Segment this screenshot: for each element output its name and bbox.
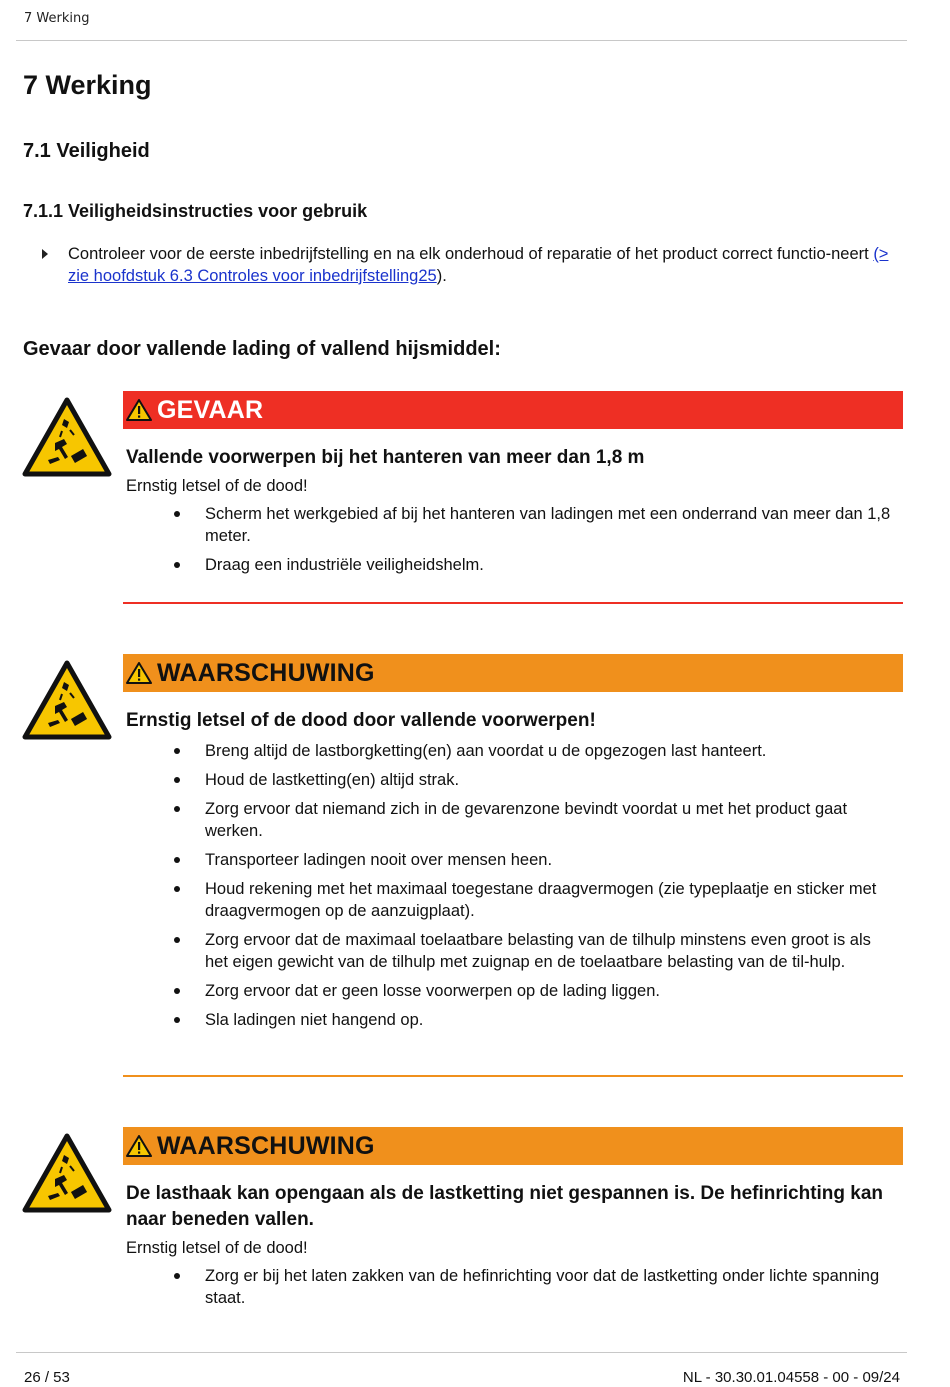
warning-notice bbox=[22, 1127, 903, 1327]
falling-objects-warning-icon bbox=[22, 397, 112, 477]
instruction-text-end: ). bbox=[436, 267, 447, 285]
falling-objects-warning-icon bbox=[22, 660, 112, 740]
notice-body bbox=[126, 708, 896, 1038]
falling-objects-warning-icon bbox=[22, 1133, 112, 1213]
document-id: NL - 30.30.01.04558 - 00 - 09/24 bbox=[682, 1369, 900, 1386]
notice-end-line bbox=[123, 602, 903, 604]
instruction-text bbox=[68, 243, 903, 287]
measure-item: Zorg ervoor dat de maximaal toelaatbare belasting van de tilhulp minstens even groot is als het eigen gewicht van de tilhulp met zuignap en de toelaatbare belasting van de til-hulp. bbox=[126, 929, 896, 973]
notice-body bbox=[126, 445, 896, 583]
warning-signal-bar bbox=[123, 654, 903, 692]
hazard-subject: De lasthaak kan opengaan als de lastketting niet gespannen is. De hefinrichting kan naar beneden vallen. bbox=[126, 1183, 884, 1230]
header-divider bbox=[16, 40, 907, 41]
triangle-right-icon bbox=[42, 249, 48, 259]
instruction-step bbox=[23, 243, 903, 287]
running-header: 7 Werking bbox=[24, 11, 90, 26]
hazard-heading: Gevaar door vallende lading of vallend hijsmiddel: bbox=[23, 338, 501, 360]
hazard-subject: Ernstig letsel of de dood door vallende voorwerpen! bbox=[126, 710, 596, 731]
chapter-reference-link[interactable]: (> zie hoofdstuk 6.3 Controles voor inbedrijfstelling25 bbox=[68, 245, 889, 285]
measure-item: Scherm het werkgebied af bij het hanteren van ladingen met een onderrand van meer dan 1,8 meter. bbox=[126, 503, 896, 547]
measure-item: Zorg er bij het laten zakken van de hefinrichting voor dat de lastketting onder lichte spanning staat. bbox=[126, 1265, 896, 1309]
danger-signal-bar bbox=[123, 391, 903, 429]
signal-word: WAARSCHUWING bbox=[157, 1131, 375, 1160]
warning-triangle-icon bbox=[126, 661, 152, 685]
danger-notice bbox=[22, 391, 903, 606]
measure-item: Sla ladingen niet hangend op. bbox=[126, 1009, 896, 1031]
section-heading: 7.1 Veiligheid bbox=[23, 140, 150, 162]
warning-signal-bar bbox=[123, 1127, 903, 1165]
measures-list bbox=[126, 503, 896, 576]
chapter-heading: 7 Werking bbox=[23, 70, 152, 100]
measures-list bbox=[126, 740, 896, 1031]
measure-item: Transporteer ladingen nooit over mensen heen. bbox=[126, 849, 896, 871]
measure-item: Houd rekening met het maximaal toegestane draagvermogen (zie typeplaatje en sticker met draagvermogen op de aanzuigplaat). bbox=[126, 878, 896, 922]
measures-list bbox=[126, 1265, 896, 1309]
footer-divider bbox=[16, 1352, 907, 1353]
warning-triangle-icon bbox=[126, 1134, 152, 1158]
hazard-consequence: Ernstig letsel of de dood! bbox=[126, 477, 308, 495]
hazard-consequence: Ernstig letsel of de dood! bbox=[126, 1239, 308, 1257]
notice-body bbox=[126, 1181, 896, 1316]
instruction-text-main: Controleer voor de eerste inbedrijfstelling en na elk onderhoud of reparatie of het product correct functio-neert bbox=[68, 245, 874, 263]
measure-item: Draag een industriële veiligheidshelm. bbox=[126, 554, 896, 576]
measure-item: Houd de lastketting(en) altijd strak. bbox=[126, 769, 896, 791]
measure-item: Zorg ervoor dat niemand zich in de gevarenzone bevindt voordat u met het product gaat werken. bbox=[126, 798, 896, 842]
warning-notice bbox=[22, 654, 903, 1079]
signal-word: WAARSCHUWING bbox=[157, 658, 375, 687]
subsection-heading: 7.1.1 Veiligheidsinstructies voor gebruik bbox=[23, 201, 368, 221]
warning-triangle-icon bbox=[126, 398, 152, 422]
measure-item: Zorg ervoor dat er geen losse voorwerpen op de lading liggen. bbox=[126, 980, 896, 1002]
measure-item: Breng altijd de lastborgketting(en) aan voordat u de opgezogen last hanteert. bbox=[126, 740, 896, 762]
page-number: 26 / 53 bbox=[24, 1369, 70, 1386]
hazard-subject: Vallende voorwerpen bij het hanteren van meer dan 1,8 m bbox=[126, 447, 645, 468]
signal-word: GEVAAR bbox=[157, 395, 264, 424]
notice-end-line bbox=[123, 1075, 903, 1077]
